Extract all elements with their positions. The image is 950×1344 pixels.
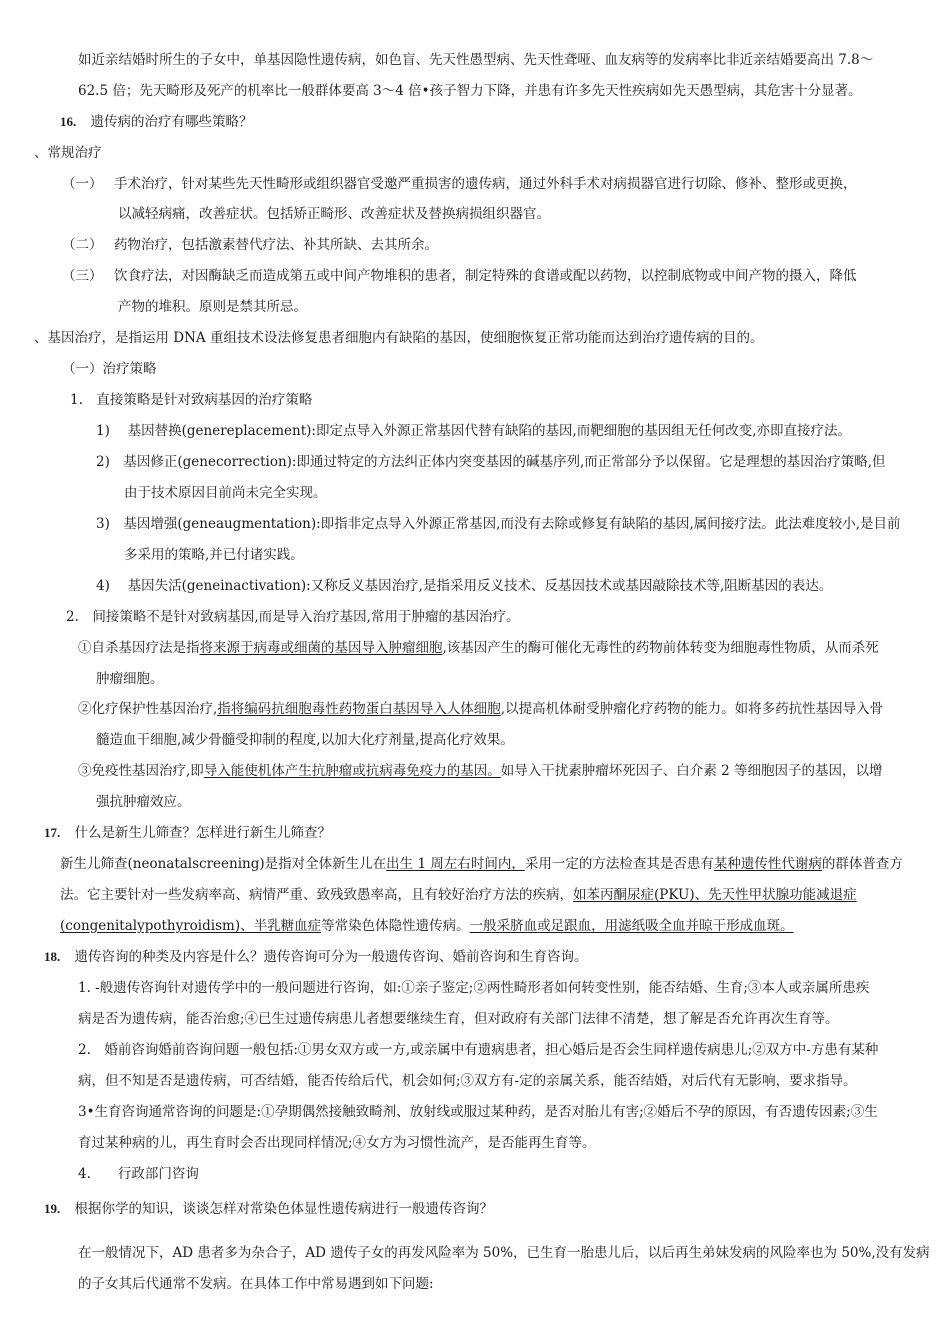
- list-item: 1. -般遗传咨询针对遗传学中的一般问题进行咨询，如:①亲子鉴定;②两性畸形者如何转变性别，能否结婚、生育;③本人或亲属所患疾: [78, 980, 870, 996]
- list-item: 2. 间接策略不是针对致病基因,而是导入治疗基因,常用于肿瘤的基因治疗。: [66, 609, 520, 625]
- list-item: 3•生育咨询通常咨询的问题是:①孕期偶然接触致畸剂、放射线或服过某种药，是否对胎儿有害;②婚后不孕的原因，有否遗传因素;③生: [78, 1104, 878, 1120]
- list-item: 2) 基因修正(genecorrection):即通过特定的方法纠正体内突变基因的碱基序列,而正常部分予以保留。它是理想的基因治疗策略,但: [96, 454, 886, 470]
- paragraph-line: [60, 854, 903, 874]
- paragraph-line: 育过某种病的儿，再生育时会否出现同样情况;④女方为习惯性流产，是否能再生育等。: [78, 1135, 596, 1151]
- list-item: 4) 基因失活(geneinactivation):又称反义基因治疗,是指采用反义技术、反基因技术或基因敲除技术等,阻断基因的表达。: [96, 578, 833, 594]
- underlined-text: 出生 1 周左右时间内，: [386, 856, 525, 872]
- paragraph-line: 髓造血干细胞,减少骨髓受抑制的程度,以加大化疗剂量,提高化疗效果。: [96, 732, 514, 748]
- question-text: 遗传咨询的种类及内容是什么？遗传咨询可分为一般遗传咨询、婚前咨询和生育咨询。: [74, 949, 588, 965]
- list-marker: （三）: [62, 268, 103, 284]
- underlined-text: 导入能使机体产生抗肿瘤或抗病毒免疫力的基因。: [203, 763, 501, 779]
- question-text: 遗传病的治疗有哪些策略？: [90, 114, 253, 130]
- paragraph-line: 病，但不知是否是遗传病，可否结婚，能否传给后代，机会如何;③双方有-定的亲属关系，能否结婚，对后代有无影响，要求指导。: [78, 1073, 857, 1089]
- question-16: [60, 112, 253, 132]
- list-item: 1) 基因替换(genereplacement):即定点导入外源正常基因代替有缺陷的基因,而靶细胞的基因组无任何改变,亦即直接疗法。: [96, 423, 852, 439]
- text-run: 如导入干扰素肿瘤坏死因子、白介素 2 等细胞因子的基因，以增: [500, 763, 883, 779]
- underlined-text: (congenitalypothyroidism)、半乳糖血症: [60, 918, 322, 934]
- underlined-text: 某种遗传性代谢病: [713, 856, 822, 872]
- list-item: [78, 761, 882, 781]
- paragraph-line: 产物的堆积。原则是禁其所忌。: [118, 299, 307, 315]
- text-run: ②化疗保护性基因治疗,: [78, 701, 218, 717]
- underlined-text: 将来源于病毒或细菌的基因导入肿瘤细胞: [199, 640, 443, 656]
- section-heading: 、常规治疗: [34, 145, 102, 161]
- question-19: [44, 1199, 493, 1219]
- paragraph-line: 如近亲结婚时所生的子女中，单基因隐性遗传病，如色盲、先天性愚型病、先天性聋哑、血友病等的发病率比非近亲结婚要高出 7.8〜: [78, 52, 874, 68]
- list-item: 3) 基因增强(geneaugmentation):即指非定点导入外源正常基因,而没有去除或修复有缺陷的基因,属间接疗法。此法难度较小,是目前: [96, 516, 901, 532]
- list-text: 饮食疗法，对因酶缺乏而造成第五或中间产物堆积的患者，制定特殊的食谱或配以药物，以控制底物或中间产物的摄入，降低: [114, 268, 857, 284]
- list-item: [62, 235, 438, 255]
- question-18: [44, 947, 588, 967]
- underlined-text: 一般采脐血或足跟血，用滤纸吸全血并晾干形成血斑。: [469, 918, 794, 934]
- list-marker: （二）: [62, 237, 103, 253]
- list-item: [62, 266, 857, 286]
- question-text: 什么是新生儿筛查？怎样进行新生儿筛查？: [74, 825, 332, 841]
- text-run: ,以提高机体耐受肿瘤化疗药物的能力。如将多药抗性基因导入骨: [500, 701, 884, 717]
- subsection-heading: （一）治疗策略: [62, 361, 157, 377]
- question-text: 根据你学的知识，谈谈怎样对常染色体显性遗传病进行一般遗传咨询？: [74, 1201, 494, 1217]
- list-item: [78, 699, 883, 719]
- text-run: ③免疫性基因治疗,即: [78, 763, 204, 779]
- list-marker: （一）: [62, 176, 103, 192]
- list-item: [62, 174, 857, 194]
- list-item: 2. 婚前咨询婚前咨询问题一般包括:①男女双方或一方,或亲属中有遗病患者，担心婚后是否会生同样遗传病患儿;②双方中-方患有某种: [78, 1042, 879, 1058]
- paragraph-line: 病是否为遗传病，能否治愈;④已生过遗传病患儿者想要继续生育，但对政府有关部门法律不清楚，想了解是否允许再次生育等。: [78, 1011, 839, 1027]
- text-run: 等常染色体隐性遗传病。: [321, 918, 470, 934]
- text-run: ,该基因产生的酶可催化无毒性的药物前体转变为细胞毒性物质，从而杀死: [442, 640, 879, 656]
- list-item: [78, 638, 879, 658]
- paragraph-line: 以减轻病痛，改善症状。包括矫正畸形、改善症状及替换病损组织器官。: [118, 206, 550, 222]
- question-number: 17.: [44, 825, 61, 840]
- paragraph-line: 62.5 倍；先天畸形及死产的机率比一般群体要高 3〜4 倍•孩子智力下降，并患有许多先天性疾病如先天愚型病，其危害十分显著。: [78, 83, 862, 99]
- text-run: 的群体普查方: [821, 856, 903, 872]
- question-17: [44, 823, 331, 843]
- underlined-text: 如苯丙酮尿症(PKU)、先天性甲状腺功能减退症: [573, 887, 857, 903]
- paragraph-line: 的子女其后代通常不发病。在具体工作中常易遇到如下问题:: [78, 1276, 434, 1292]
- list-item: 4. 行政部门咨询: [78, 1166, 199, 1182]
- text-run: 新生儿筛查(neonatalscreening)是指对全体新生儿在: [60, 856, 387, 872]
- underlined-text: 指将编码抗细胞毒性药物蛋白基因导入人体细胞: [217, 701, 501, 717]
- paragraph-line: 在一般情况下，AD 患者多为杂合子，AD 遗传子女的再发风险率为 50%，已生育一胎患儿后，以后再生弟妹发病的风险率也为 50%,没有发病: [78, 1245, 930, 1261]
- list-item: 1. 直接策略是针对致病基因的治疗策略: [70, 392, 313, 408]
- text-run: 法。它主要针对一些发病率高、病情严重、致残致愚率高，且有较好治疗方法的疾病，: [60, 887, 573, 903]
- paragraph-line: [60, 916, 794, 936]
- paragraph-line: [60, 885, 857, 905]
- question-number: 18.: [44, 949, 61, 964]
- list-text: 手术治疗，针对某些先天性畸形或组织器官受邀严重损害的遗传病，通过外科手术对病损器官进行切除、修补、整形或更换，: [114, 176, 857, 192]
- section-heading: 、基因治疗，是指运用 DNA 重组技术设法修复患者细胞内有缺陷的基因，使细胞恢复正常功能而达到治疗遗传病的目的。: [34, 330, 764, 346]
- paragraph-line: 强抗肿瘤效应。: [96, 794, 191, 810]
- paragraph-line: 多采用的策略,并已付诸实践。: [124, 547, 304, 563]
- text-run: 采用一定的方法检查其是否患有: [524, 856, 714, 872]
- list-text: 药物治疗，包括激素替代疗法、补其所缺、去其所余。: [114, 237, 438, 253]
- question-number: 19.: [44, 1201, 61, 1216]
- paragraph-line: 肿瘤细胞。: [96, 671, 164, 687]
- question-number: 16.: [60, 114, 77, 129]
- text-run: ①自杀基因疗法是指: [78, 640, 200, 656]
- paragraph-line: 由于技术原因目前尚未完全实现。: [124, 485, 327, 501]
